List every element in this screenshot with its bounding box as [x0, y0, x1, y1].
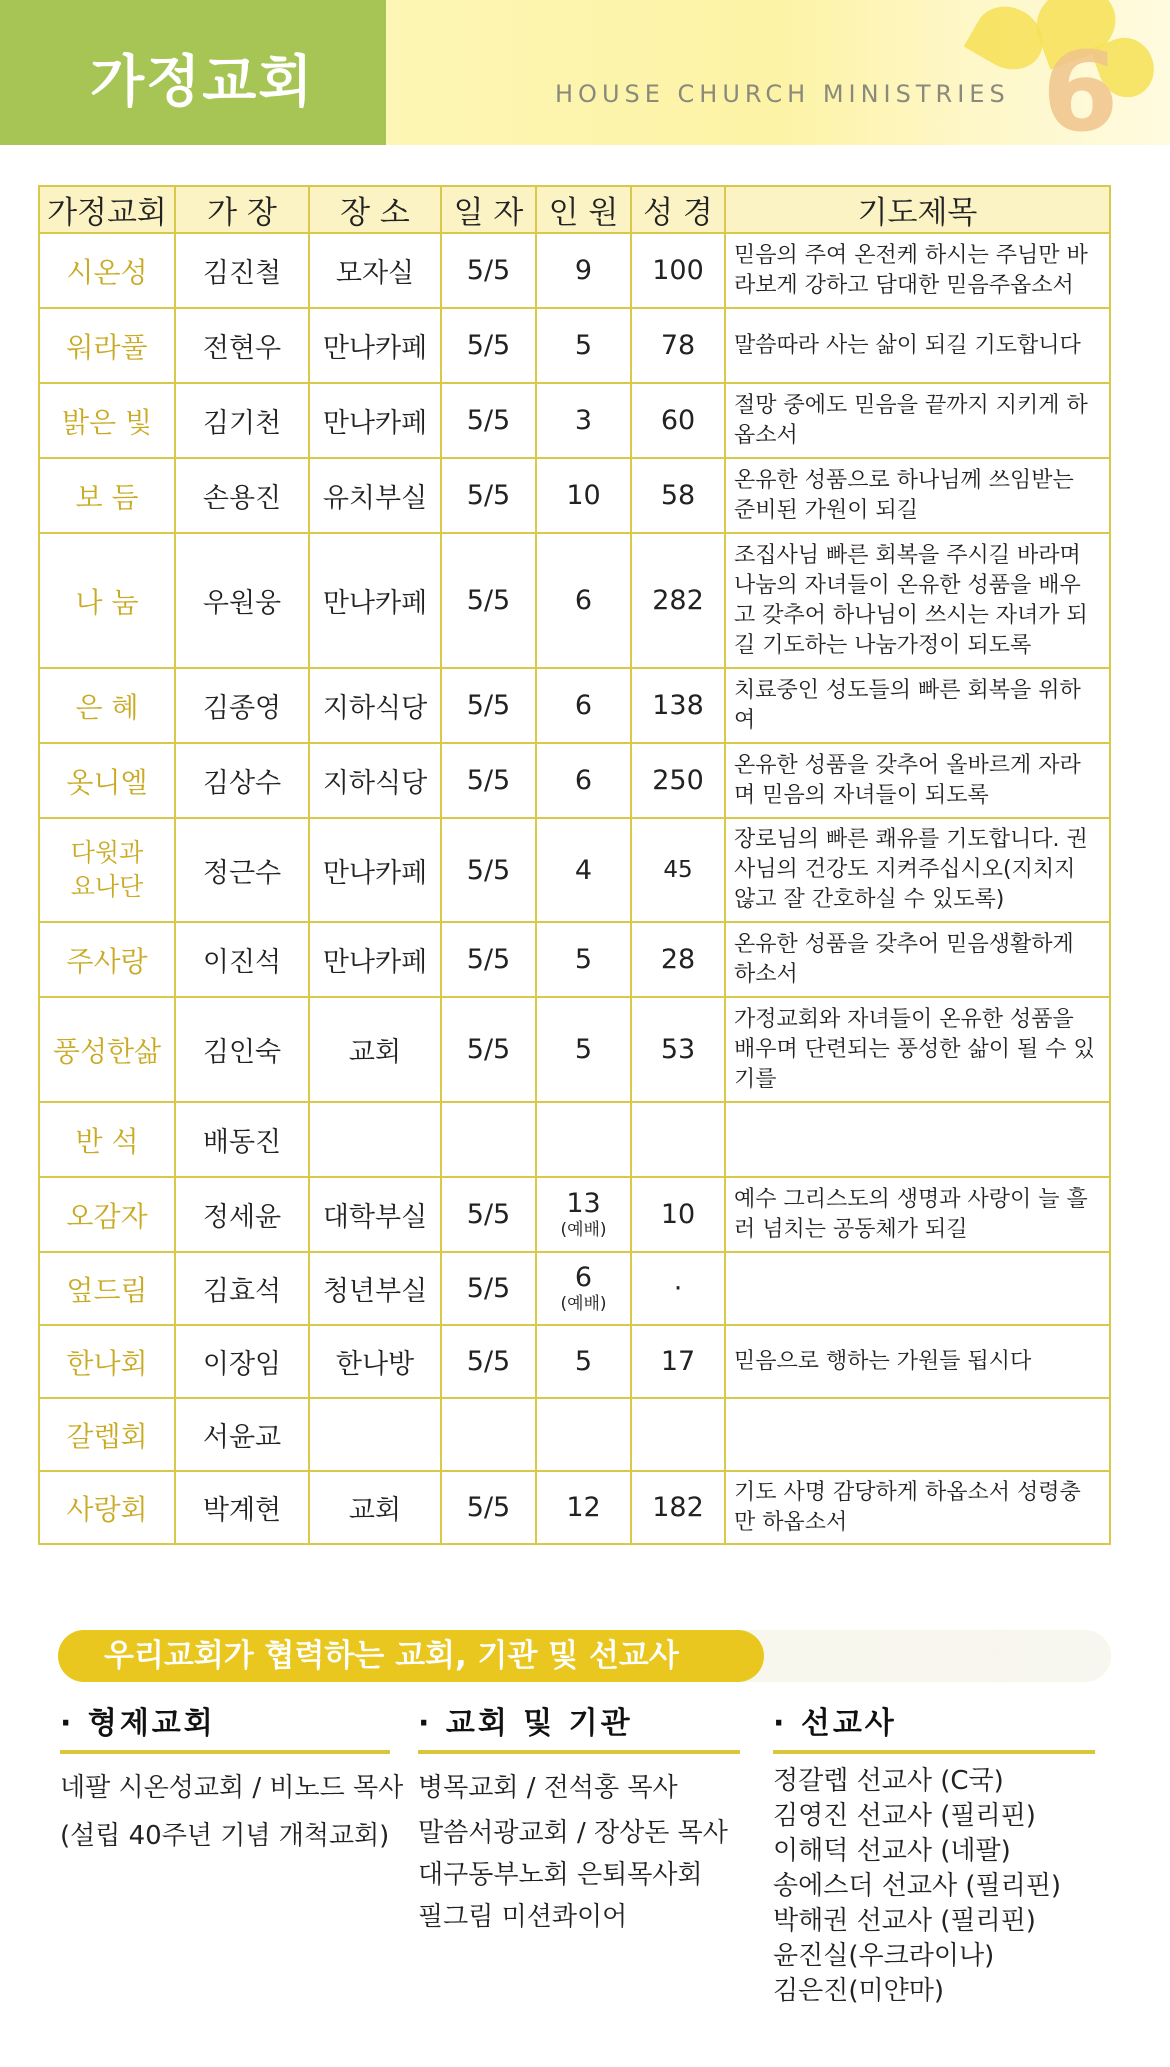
church-name: 엎드림 — [39, 1252, 175, 1325]
meeting-date: 5/5 — [441, 1325, 536, 1398]
section-heading: · 선교사 — [773, 1698, 1095, 1754]
attendance: 9 — [536, 233, 631, 308]
church-name: 갈렙회 — [39, 1398, 175, 1471]
list-item: 박해권 선교사 (필리핀) — [773, 1906, 1036, 1936]
meeting-date: 5/5 — [441, 233, 536, 308]
meeting-place: 대학부실 — [309, 1177, 441, 1252]
leader-name: 김인숙 — [175, 997, 309, 1102]
house-church-table — [38, 185, 1111, 1545]
column-header: 장 소 — [309, 186, 441, 233]
meeting-date: 5/5 — [441, 997, 536, 1102]
meeting-date: 5/5 — [441, 308, 536, 383]
attendance: 5 — [536, 1325, 631, 1398]
table-row — [39, 1471, 1110, 1544]
prayer-request: 온유한 성품을 갖추어 올바르게 자라며 믿음의 자녀들이 되도록 — [725, 743, 1110, 818]
church-name: 밝은 빛 — [39, 383, 175, 458]
prayer-request: 기도 사명 감당하게 하옵소서 성령충만 하옵소서 — [725, 1471, 1110, 1544]
leader-name: 이진석 — [175, 922, 309, 997]
prayer-request: 절망 중에도 믿음을 끝까지 지키게 하옵소서 — [725, 383, 1110, 458]
leader-name: 전현우 — [175, 308, 309, 383]
attendance: 6 — [536, 743, 631, 818]
meeting-date: 5/5 — [441, 383, 536, 458]
leader-name: 손용진 — [175, 458, 309, 533]
list-item: 병목교회 / 전석홍 목사 — [418, 1773, 678, 1803]
table-row — [39, 997, 1110, 1102]
meeting-place: 지하식당 — [309, 668, 441, 743]
meeting-place: 교회 — [309, 1471, 441, 1544]
bible-chapters: 10 — [631, 1177, 725, 1252]
meeting-place: 지하식당 — [309, 743, 441, 818]
list-item: 필그림 미션콰이어 — [418, 1902, 628, 1932]
church-name: 반 석 — [39, 1102, 175, 1177]
prayer-request: 말씀따라 사는 삶이 되길 기도합니다 — [725, 308, 1110, 383]
bible-chapters: 78 — [631, 308, 725, 383]
bible-chapters: 100 — [631, 233, 725, 308]
meeting-place: 모자실 — [309, 233, 441, 308]
bible-chapters: 60 — [631, 383, 725, 458]
column-header: 가 장 — [175, 186, 309, 233]
leader-name: 김상수 — [175, 743, 309, 818]
attendance: 4 — [536, 818, 631, 922]
table-row — [39, 1177, 1110, 1252]
attendance: 10 — [536, 458, 631, 533]
churches-orgs-list — [418, 1764, 740, 1938]
prayer-request: 예수 그리스도의 생명과 사랑이 늘 흘러 넘치는 공동체가 되길 — [725, 1177, 1110, 1252]
church-name: 워라풀 — [39, 308, 175, 383]
prayer-request: 온유한 성품을 갖추어 믿음생활하게 하소서 — [725, 922, 1110, 997]
church-name: 은 혜 — [39, 668, 175, 743]
attendance: 5 — [536, 997, 631, 1102]
sister-churches-list — [60, 1764, 404, 1860]
table-row — [39, 458, 1110, 533]
attendance: 5 — [536, 308, 631, 383]
church-name: 주사랑 — [39, 922, 175, 997]
bible-chapters: 28 — [631, 922, 725, 997]
meeting-place: 교회 — [309, 997, 441, 1102]
meeting-place: 유치부실 — [309, 458, 441, 533]
meeting-date: 5/5 — [441, 922, 536, 997]
list-item: 대구동부노회 은퇴목사회 — [418, 1860, 703, 1890]
list-item: 네팔 시온성교회 / 비노드 목사 — [60, 1773, 404, 1803]
table-row — [39, 1102, 1110, 1177]
attendance: 6 (예배) — [536, 1252, 631, 1325]
leader-name: 배동진 — [175, 1102, 309, 1177]
meeting-place: 만나카페 — [309, 922, 441, 997]
meeting-date: 5/5 — [441, 818, 536, 922]
meeting-date: 5/5 — [441, 458, 536, 533]
list-item: 송에스더 선교사 (필리핀) — [773, 1871, 1061, 1901]
column-header: 일 자 — [441, 186, 536, 233]
bible-chapters — [631, 1398, 725, 1471]
prayer-request: 온유한 성품으로 하나님께 쓰임받는 준비된 가원이 되길 — [725, 458, 1110, 533]
table-row — [39, 922, 1110, 997]
meeting-date: 5/5 — [441, 668, 536, 743]
meeting-date: 5/5 — [441, 533, 536, 668]
prayer-request: 조집사님 빠른 회복을 주시길 바라며 나눔의 자녀들이 온유한 성품을 배우고 갖추어 하나님이 쓰시는 자녀가 되길 기도하는 나눔가정이 되도록 — [725, 533, 1110, 668]
table-row — [39, 1398, 1110, 1471]
leader-name: 김종영 — [175, 668, 309, 743]
header-title-block — [0, 0, 386, 145]
meeting-place: 한나방 — [309, 1325, 441, 1398]
meeting-place: 만나카페 — [309, 533, 441, 668]
prayer-request: 치료중인 성도들의 빠른 회복을 위하여 — [725, 668, 1110, 743]
prayer-request: 믿음으로 행하는 가원들 됩시다 — [725, 1325, 1110, 1398]
column-header: 성 경 — [631, 186, 725, 233]
leader-name: 우원웅 — [175, 533, 309, 668]
bible-chapters: 182 — [631, 1471, 725, 1544]
church-name: 다윗과 요나단 — [39, 818, 175, 922]
table-row — [39, 1325, 1110, 1398]
attendance: 5 — [536, 922, 631, 997]
column-header: 인 원 — [536, 186, 631, 233]
attendance: 13 (예배) — [536, 1177, 631, 1252]
missionaries-section — [773, 1698, 1095, 2009]
prayer-request: 장로님의 빠른 쾌유를 기도합니다. 권사님의 건강도 지켜주십시오(지치지 않고 잘 간호하실 수 있도록) — [725, 818, 1110, 922]
meeting-date — [441, 1398, 536, 1471]
church-name: 오감자 — [39, 1177, 175, 1252]
page-title: 가정교회 — [90, 50, 315, 115]
church-name: 보 듬 — [39, 458, 175, 533]
page-number: 6 — [1042, 28, 1119, 156]
table-row — [39, 233, 1110, 308]
meeting-place — [309, 1398, 441, 1471]
table-row — [39, 743, 1110, 818]
table-row — [39, 383, 1110, 458]
bible-chapters: 17 — [631, 1325, 725, 1398]
header-banner — [386, 0, 1170, 156]
meeting-place: 만나카페 — [309, 383, 441, 458]
list-item: 김영진 선교사 (필리핀) — [773, 1801, 1036, 1831]
attendance: 3 — [536, 383, 631, 458]
meeting-place — [309, 1102, 441, 1177]
table-row — [39, 818, 1110, 922]
meeting-date: 5/5 — [441, 1471, 536, 1544]
table-row — [39, 668, 1110, 743]
sister-churches-section — [60, 1698, 404, 1860]
leader-name: 박계현 — [175, 1471, 309, 1544]
attendance — [536, 1102, 631, 1177]
meeting-place: 만나카페 — [309, 308, 441, 383]
prayer-request: 가정교회와 자녀들이 온유한 성품을 배우며 단련되는 풍성한 삶이 될 수 있기를 — [725, 997, 1110, 1102]
page-subtitle: HOUSE CHURCH MINISTRIES — [555, 80, 1010, 108]
table-row — [39, 308, 1110, 383]
leader-name: 김기천 — [175, 383, 309, 458]
church-name: 옷니엘 — [39, 743, 175, 818]
attendance — [536, 1398, 631, 1471]
section-heading: · 교회 및 기관 — [418, 1698, 740, 1754]
prayer-request — [725, 1252, 1110, 1325]
list-item: 정갈렙 선교사 (C국) — [773, 1766, 1004, 1796]
leader-name: 서윤교 — [175, 1398, 309, 1471]
column-header: 가정교회 — [39, 186, 175, 233]
church-name: 나 눔 — [39, 533, 175, 668]
column-header: 기도제목 — [725, 186, 1110, 233]
list-item: (설립 40주년 기념 개척교회) — [60, 1821, 390, 1851]
attendance: 12 — [536, 1471, 631, 1544]
church-name: 사랑회 — [39, 1471, 175, 1544]
section-heading: · 형제교회 — [60, 1698, 390, 1754]
meeting-date: 5/5 — [441, 1177, 536, 1252]
bible-chapters: 250 — [631, 743, 725, 818]
prayer-request: 믿음의 주여 온전케 하시는 주님만 바라보게 강하고 담대한 믿음주옵소서 — [725, 233, 1110, 308]
bible-chapters: 45 — [631, 818, 725, 922]
leader-name: 김효석 — [175, 1252, 309, 1325]
list-item: 김은진(미얀마) — [773, 1976, 944, 2006]
leader-name: 정세윤 — [175, 1177, 309, 1252]
church-name: 한나회 — [39, 1325, 175, 1398]
church-name: 풍성한삶 — [39, 997, 175, 1102]
meeting-place: 청년부실 — [309, 1252, 441, 1325]
churches-orgs-section — [418, 1698, 740, 1938]
attendance: 6 — [536, 533, 631, 668]
list-item: 이해덕 선교사 (네팔) — [773, 1836, 1011, 1866]
table-header-row — [39, 186, 1110, 233]
church-name: 시온성 — [39, 233, 175, 308]
table-row — [39, 533, 1110, 668]
prayer-request — [725, 1398, 1110, 1471]
leader-name: 정근수 — [175, 818, 309, 922]
bible-chapters: 282 — [631, 533, 725, 668]
list-item: 말씀서광교회 / 장상돈 목사 — [418, 1818, 728, 1848]
meeting-date — [441, 1102, 536, 1177]
bible-chapters: 138 — [631, 668, 725, 743]
table-row — [39, 1252, 1110, 1325]
page-header — [0, 0, 1170, 156]
leader-name: 김진철 — [175, 233, 309, 308]
partners-banner-title: 우리교회가 협력하는 교회, 기관 및 선교사 — [104, 1638, 679, 1674]
bible-chapters: · — [631, 1252, 725, 1325]
bible-chapters — [631, 1102, 725, 1177]
leader-name: 이장임 — [175, 1325, 309, 1398]
missionaries-list — [773, 1764, 1095, 2009]
attendance: 6 — [536, 668, 631, 743]
meeting-date: 5/5 — [441, 743, 536, 818]
bible-chapters: 58 — [631, 458, 725, 533]
meeting-date: 5/5 — [441, 1252, 536, 1325]
bible-chapters: 53 — [631, 997, 725, 1102]
list-item: 윤진실(우크라이나) — [773, 1941, 995, 1971]
meeting-place: 만나카페 — [309, 818, 441, 922]
prayer-request — [725, 1102, 1110, 1177]
